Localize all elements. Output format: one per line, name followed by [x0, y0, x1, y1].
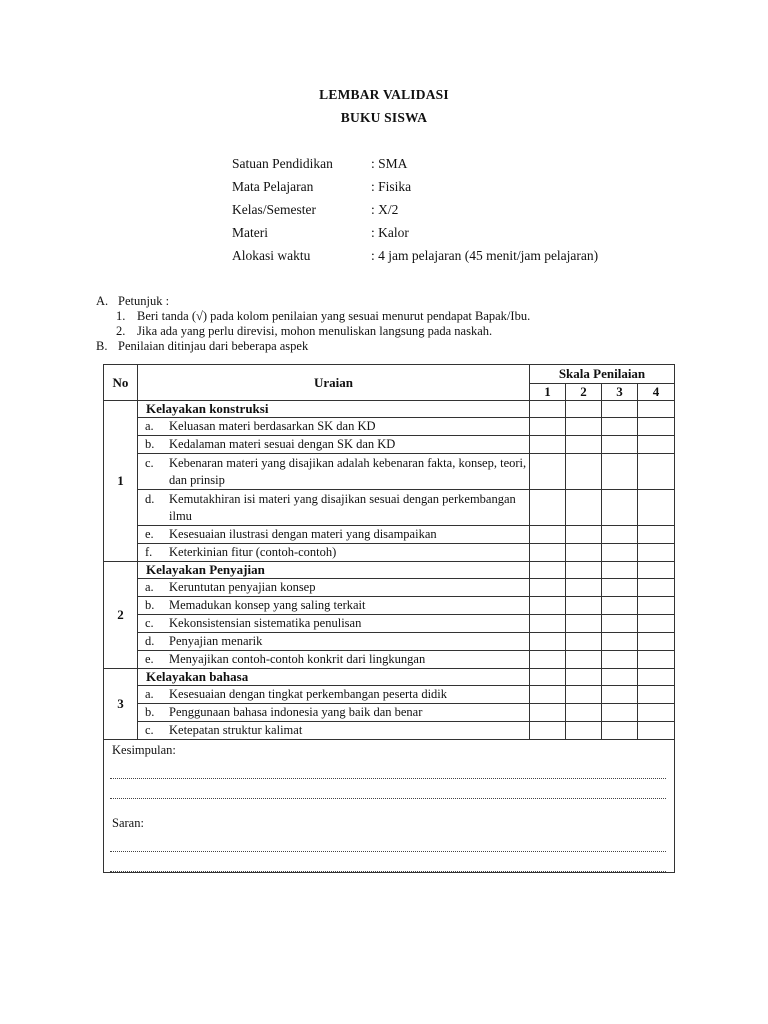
criteria-text: Keterkinian fitur (contoh-contoh)	[169, 545, 337, 559]
criteria-row	[104, 490, 675, 526]
score-cell[interactable]	[638, 526, 675, 544]
criteria-row	[104, 579, 675, 597]
saran-line[interactable]	[110, 832, 666, 852]
score-cell[interactable]	[638, 704, 675, 722]
instruction-item: 2. Jika ada yang perlu direvisi, mohon menuliskan langsung pada naskah.	[116, 324, 493, 338]
criteria-row	[104, 544, 675, 562]
score-cell[interactable]	[530, 615, 566, 633]
score-cell[interactable]	[530, 418, 566, 436]
criteria-row	[104, 651, 675, 669]
score-cell[interactable]	[566, 544, 602, 562]
criteria-letter: c.	[145, 723, 154, 737]
identity-row	[232, 224, 598, 247]
criteria-letter: d.	[145, 634, 155, 648]
score-cell[interactable]	[638, 562, 675, 579]
section-number: 2	[104, 562, 138, 669]
criteria-text: Kebenaran materi yang disajikan adalah kebenaran fakta, konsep, teori, dan prinsip	[169, 455, 527, 487]
score-cell[interactable]	[566, 704, 602, 722]
criteria-row	[104, 722, 675, 740]
criteria-text: Kesesuaian ilustrasi dengan materi yang disampaikan	[169, 527, 437, 541]
score-cell[interactable]	[602, 454, 638, 490]
section-number: 1	[104, 401, 138, 562]
criteria-text: Kesesuaian dengan tingkat perkembangan peserta didik	[169, 687, 448, 701]
score-cell[interactable]	[638, 454, 675, 490]
criteria-text: Ketepatan struktur kalimat	[169, 723, 303, 737]
score-cell[interactable]	[530, 722, 566, 740]
score-cell[interactable]	[638, 579, 675, 597]
criteria-row	[104, 526, 675, 544]
score-cell[interactable]	[638, 615, 675, 633]
score-cell[interactable]	[530, 633, 566, 651]
document-subtitle: BUKU SISWA	[340, 110, 428, 125]
instruction-heading-b: B. Penilaian ditinjau dari beberapa aspek	[96, 339, 309, 353]
score-cell[interactable]	[566, 686, 602, 704]
criteria-cell	[138, 722, 530, 740]
section-row	[104, 562, 675, 579]
score-cell[interactable]	[566, 669, 602, 686]
score-cell[interactable]	[638, 401, 675, 418]
identity-row	[232, 155, 598, 178]
criteria-letter: b.	[145, 437, 155, 451]
score-cell[interactable]	[530, 579, 566, 597]
criteria-text: Menyajikan contoh-contoh konkrit dari lingkungan	[169, 652, 426, 666]
score-cell[interactable]	[602, 436, 638, 454]
score-cell[interactable]	[638, 490, 675, 526]
criteria-letter: e.	[145, 652, 154, 666]
criteria-row	[104, 436, 675, 454]
criteria-text: Penyajian menarik	[169, 634, 263, 648]
criteria-text: Penggunaan bahasa indonesia yang baik dan benar	[169, 705, 423, 719]
score-cell[interactable]	[602, 669, 638, 686]
identity-value: : SMA	[371, 156, 408, 171]
section-title: Kelayakan Penyajian	[138, 562, 530, 579]
saran-line[interactable]	[110, 852, 666, 872]
conclusion-area	[104, 740, 675, 873]
section-number: 3	[104, 669, 138, 740]
score-cell[interactable]	[602, 579, 638, 597]
identity-label: Mata Pelajaran	[232, 179, 314, 194]
criteria-row	[104, 704, 675, 722]
identity-row	[232, 201, 598, 224]
identity-value: : Fisika	[371, 179, 412, 194]
score-cell[interactable]	[530, 669, 566, 686]
score-cell[interactable]	[566, 436, 602, 454]
score-cell[interactable]	[530, 651, 566, 669]
section-row	[104, 401, 675, 418]
criteria-cell	[138, 526, 530, 544]
criteria-cell	[138, 704, 530, 722]
score-cell[interactable]	[566, 633, 602, 651]
scale-3: 3	[602, 384, 638, 401]
kesimpulan-label: Kesimpulan:	[112, 743, 176, 757]
score-cell[interactable]	[638, 686, 675, 704]
identity-value: : X/2	[371, 202, 399, 217]
score-cell[interactable]	[638, 633, 675, 651]
header-uraian: Uraian	[138, 365, 530, 401]
score-cell[interactable]	[530, 704, 566, 722]
score-cell[interactable]	[530, 544, 566, 562]
criteria-cell	[138, 633, 530, 651]
scale-2: 2	[566, 384, 602, 401]
criteria-row	[104, 615, 675, 633]
header-no: No	[104, 365, 138, 401]
score-cell[interactable]	[530, 436, 566, 454]
criteria-cell	[138, 615, 530, 633]
score-cell[interactable]	[566, 597, 602, 615]
score-cell[interactable]	[566, 526, 602, 544]
criteria-cell	[138, 579, 530, 597]
criteria-letter: b.	[145, 598, 155, 612]
criteria-cell	[138, 686, 530, 704]
score-cell[interactable]	[602, 722, 638, 740]
score-cell[interactable]	[566, 722, 602, 740]
score-cell[interactable]	[530, 454, 566, 490]
score-cell[interactable]	[530, 597, 566, 615]
criteria-letter: c.	[145, 455, 154, 470]
criteria-text: Memadukan konsep yang saling terkait	[169, 598, 366, 612]
criteria-text: Kemutakhiran isi materi yang disajikan sesuai dengan perkembangan ilmu	[169, 491, 516, 523]
score-cell[interactable]	[566, 454, 602, 490]
score-cell[interactable]	[602, 651, 638, 669]
criteria-letter: a.	[145, 687, 154, 701]
score-cell[interactable]	[602, 615, 638, 633]
score-cell[interactable]	[638, 651, 675, 669]
criteria-text: Keruntutan penyajian konsep	[169, 580, 316, 594]
section-row	[104, 669, 675, 686]
score-cell[interactable]	[638, 436, 675, 454]
criteria-text: Kedalaman materi sesuai dengan SK dan KD	[169, 437, 396, 451]
criteria-cell	[138, 418, 530, 436]
score-cell[interactable]	[530, 401, 566, 418]
score-cell[interactable]	[530, 562, 566, 579]
saran-label: Saran:	[112, 816, 144, 830]
score-cell[interactable]	[602, 544, 638, 562]
score-cell[interactable]	[602, 490, 638, 526]
instructions	[96, 294, 530, 354]
score-cell[interactable]	[602, 686, 638, 704]
score-cell[interactable]	[566, 418, 602, 436]
score-cell[interactable]	[602, 704, 638, 722]
criteria-letter: c.	[145, 616, 154, 630]
identity-row	[232, 247, 598, 270]
section-title: Kelayakan konstruksi	[138, 401, 530, 418]
criteria-row	[104, 597, 675, 615]
criteria-cell	[138, 490, 530, 526]
identity-label: Materi	[232, 225, 268, 240]
score-cell[interactable]	[566, 651, 602, 669]
identity-label: Alokasi waktu	[232, 248, 311, 263]
scale-1: 1	[530, 384, 566, 401]
score-cell[interactable]	[566, 579, 602, 597]
criteria-cell	[138, 651, 530, 669]
criteria-letter: a.	[145, 419, 154, 433]
criteria-text: Keluasan materi berdasarkan SK dan KD	[169, 419, 376, 433]
score-cell[interactable]	[566, 562, 602, 579]
score-cell[interactable]	[602, 401, 638, 418]
criteria-letter: f.	[145, 545, 153, 559]
criteria-letter: b.	[145, 705, 155, 719]
score-cell[interactable]	[566, 401, 602, 418]
footer-row	[104, 740, 675, 873]
criteria-letter: a.	[145, 580, 154, 594]
scale-4: 4	[638, 384, 675, 401]
kesimpulan-line[interactable]	[110, 759, 666, 779]
score-cell[interactable]	[530, 490, 566, 526]
criteria-row	[104, 686, 675, 704]
instruction-heading-a: A. Petunjuk :	[96, 294, 170, 308]
instruction-item: 1. Beri tanda (√) pada kolom penilaian yang sesuai menurut pendapat Bapak/Ibu.	[116, 309, 531, 323]
kesimpulan-line[interactable]	[110, 779, 666, 799]
score-cell[interactable]	[602, 418, 638, 436]
score-cell[interactable]	[602, 633, 638, 651]
criteria-text: Kekonsistensian sistematika penulisan	[169, 616, 362, 630]
score-cell[interactable]	[530, 526, 566, 544]
criteria-row	[104, 418, 675, 436]
criteria-row	[104, 454, 675, 490]
score-cell[interactable]	[566, 615, 602, 633]
criteria-cell	[138, 544, 530, 562]
criteria-cell	[138, 597, 530, 615]
score-cell[interactable]	[602, 562, 638, 579]
score-cell[interactable]	[566, 490, 602, 526]
identity-block	[232, 155, 598, 270]
document-title: LEMBAR VALIDASI	[319, 87, 449, 102]
criteria-cell	[138, 454, 530, 490]
criteria-letter: e.	[145, 527, 154, 541]
validation-table	[103, 364, 675, 873]
identity-row	[232, 178, 598, 201]
score-cell[interactable]	[602, 597, 638, 615]
criteria-letter: d.	[145, 491, 155, 506]
identity-value: : 4 jam pelajaran (45 menit/jam pelajaran)	[371, 248, 599, 263]
score-cell[interactable]	[602, 526, 638, 544]
criteria-cell	[138, 436, 530, 454]
header-skala-penilaian: Skala Penilaian	[530, 365, 675, 384]
score-cell[interactable]	[530, 686, 566, 704]
score-cell[interactable]	[638, 669, 675, 686]
score-cell[interactable]	[638, 418, 675, 436]
score-cell[interactable]	[638, 544, 675, 562]
score-cell[interactable]	[638, 722, 675, 740]
identity-label: Kelas/Semester	[232, 202, 316, 217]
section-title: Kelayakan bahasa	[138, 669, 530, 686]
identity-value: : Kalor	[371, 225, 409, 240]
table-header-row	[104, 365, 675, 384]
score-cell[interactable]	[638, 597, 675, 615]
criteria-row	[104, 633, 675, 651]
identity-label: Satuan Pendidikan	[232, 156, 333, 171]
